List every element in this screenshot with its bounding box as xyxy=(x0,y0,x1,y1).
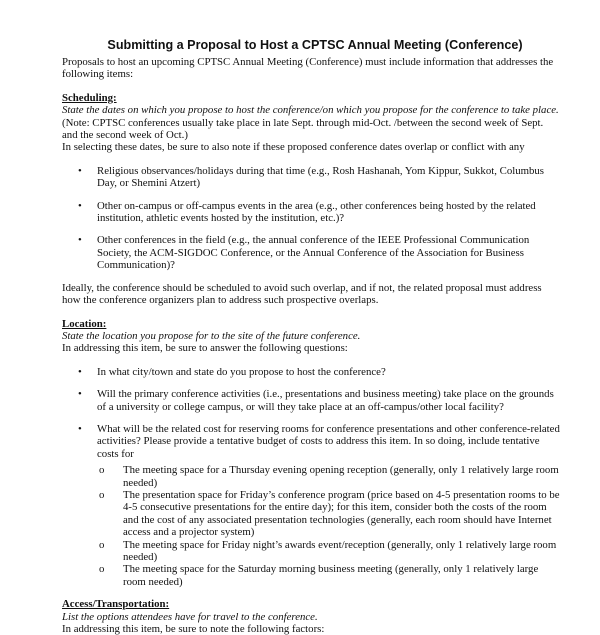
list-item: • Will the primary conference activities (i.e., presentations and business meeting) take place on the grounds of a university or college campus, or will they take place at an off-campus/other local facility? xyxy=(78,388,554,413)
access-heading: Access/Transportation: xyxy=(62,598,170,611)
sub-list-item: o The meeting space for Friday night’s awards event/reception (generally, only 1 relatively large room needed) xyxy=(99,538,557,563)
cost-sub-list xyxy=(97,464,560,588)
bullet-icon: • xyxy=(78,388,82,401)
scheduling-closing: Ideally, the conference should be scheduled to avoid such overlap, and if not, the related proposal must address how the conference organizers plan to address such prospective overlaps. xyxy=(62,281,542,307)
scheduling-bullet-list xyxy=(62,165,560,272)
scheduling-section xyxy=(62,92,560,307)
location-heading: Location: xyxy=(62,317,107,330)
sub-list-item: o The presentation space for Friday’s conference program (price based on 4-5 presentation rooms to be 4-5 consecutive presentations for the entire day); for this item, consider both the costs of the room and the cost of any associated presentation technologies (generally, each room should have Internet access and a projector system) xyxy=(99,488,560,539)
intro-paragraph: Proposals to host an upcoming CPTSC Annual Meeting (Conference) must include information that addresses the following items: xyxy=(62,56,554,81)
sub-list-item: o The meeting space for the Saturday morning business meeting (generally, only 1 relatively large room needed) xyxy=(99,563,539,588)
list-item: • Other conferences in the field (e.g., the annual conference of the IEEE Professional Communication Society, the ACM-SIGDOC Conference, or the Annual Conference of the Association for Business Communication)? xyxy=(78,234,530,272)
bullet-icon: • xyxy=(78,199,82,212)
list-item: • In what city/town and state do you propose to host the conference? xyxy=(78,365,386,378)
location-lead: In addressing this item, be sure to answer the following questions: xyxy=(62,342,348,355)
bullet-icon: • xyxy=(78,365,82,378)
location-section xyxy=(62,318,560,589)
bullet-icon: • xyxy=(78,422,82,435)
bullet-icon: • xyxy=(78,234,82,247)
access-lead: In addressing this item, be sure to note the following factors: xyxy=(62,623,325,635)
list-item: • What will be the related cost for reserving rooms for conference presentations and other conference-related activities? Please provide a tentative budget of costs to address this item. In so doing, include tentative costs for o The meeting space for a Thursday evening opening reception (generally, only 1 relatively large room needed) o The presentation space for Friday’s conference program (price based on 4-5 presentation rooms to be 4-5 consecutive presentations for the entire day); for this item, consider both the costs of the room and the cost of any associated presentation technologies (generally, each room should have Internet access and a projector system) o The meeting space for Friday night’s awards event/reception (generally, only 1 relatively large room needed) o The meeting space for the Saturday morning business meeting (generally, only 1 relatively large room needed) xyxy=(78,422,560,588)
bullet-icon: • xyxy=(78,164,82,177)
access-instruction: List the options attendees have for travel to the conference. xyxy=(62,610,318,623)
scheduling-lead: In selecting these dates, be sure to also note if these proposed conference dates overlap or conflict with any xyxy=(62,141,525,154)
list-item: • Religious observances/holidays during that time (e.g., Rosh Hashanah, Yom Kippur, Sukkot, Columbus Day, or Shemini Atzert) xyxy=(78,164,545,190)
sub-list-item: o The meeting space for a Thursday evening opening reception (generally, only 1 relatively large room needed) xyxy=(99,464,559,489)
circle-bullet-icon: o xyxy=(99,464,105,477)
access-section xyxy=(62,598,560,635)
document-title: Submitting a Proposal to Host a CPTSC Annual Meeting (Conference) xyxy=(107,38,523,52)
circle-bullet-icon: o xyxy=(99,563,105,576)
circle-bullet-icon: o xyxy=(99,538,105,551)
location-bullet-list xyxy=(62,366,560,589)
scheduling-note: (Note: CPTSC conferences usually take place in late Sept. through mid-Oct. /between the second week of Sept. and the second week of Oct.) xyxy=(62,116,544,142)
scheduling-heading: Scheduling: xyxy=(62,91,117,104)
circle-bullet-icon: o xyxy=(99,488,105,501)
scheduling-instruction: State the dates on which you propose to host the conference/on which you propose for the conference to take place. xyxy=(62,104,559,117)
location-instruction: State the location you propose for to the site of the future conference. xyxy=(62,329,361,342)
list-item: • Other on-campus or off-campus events in the area (e.g., other conferences being hosted by the related institution, athletic events hosted by the institution, etc.)? xyxy=(78,199,536,225)
